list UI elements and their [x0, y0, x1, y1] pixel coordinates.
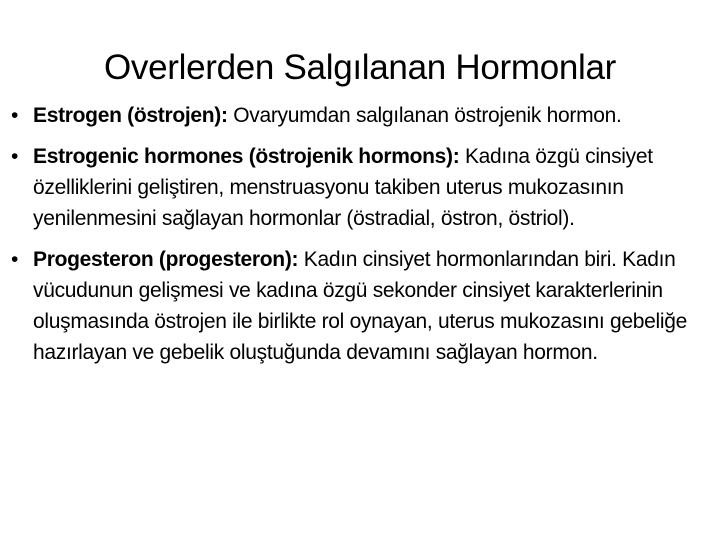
bullet-term: Progesteron (progesteron): — [33, 248, 299, 271]
bullet-marker: • — [11, 248, 19, 271]
bullet-text: Kadına özgü cinsiyet özelliklerini geliştiren, menstruasyonu takiben uterus mukozasının yenilenmesini sağlayan hormonlar (östradial, östron, östriol). — [33, 145, 653, 230]
bullet-marker: • — [11, 145, 19, 168]
bullet-item-estrogen — [0, 100, 720, 131]
bullet-term: Estrogen (östrojen): — [33, 104, 228, 127]
bullet-item-progesteron — [0, 244, 720, 368]
bullet-item-estrogenic-hormones — [0, 141, 720, 234]
bullet-marker: • — [11, 104, 19, 127]
bullet-term: Estrogenic hormones (östrojenik hormons): — [33, 145, 460, 168]
bullet-text: Ovaryumdan salgılanan östrojenik hormon. — [227, 104, 622, 127]
bullet-list — [0, 100, 720, 368]
slide-title: Overlerden Salgılanan Hormonlar — [103, 48, 617, 87]
bullet-text: Kadın cinsiyet hormonlarından biri. Kadın vücudunun gelişmesi ve kadına özgü sekonder cinsiyet karakterlerinin oluşmasında östrojen ile birlikte rol oynayan, uterus mukozasını gebeliğe hazırlayan ve gebelik oluştuğunda devamını sağlayan hormon. — [33, 248, 687, 364]
